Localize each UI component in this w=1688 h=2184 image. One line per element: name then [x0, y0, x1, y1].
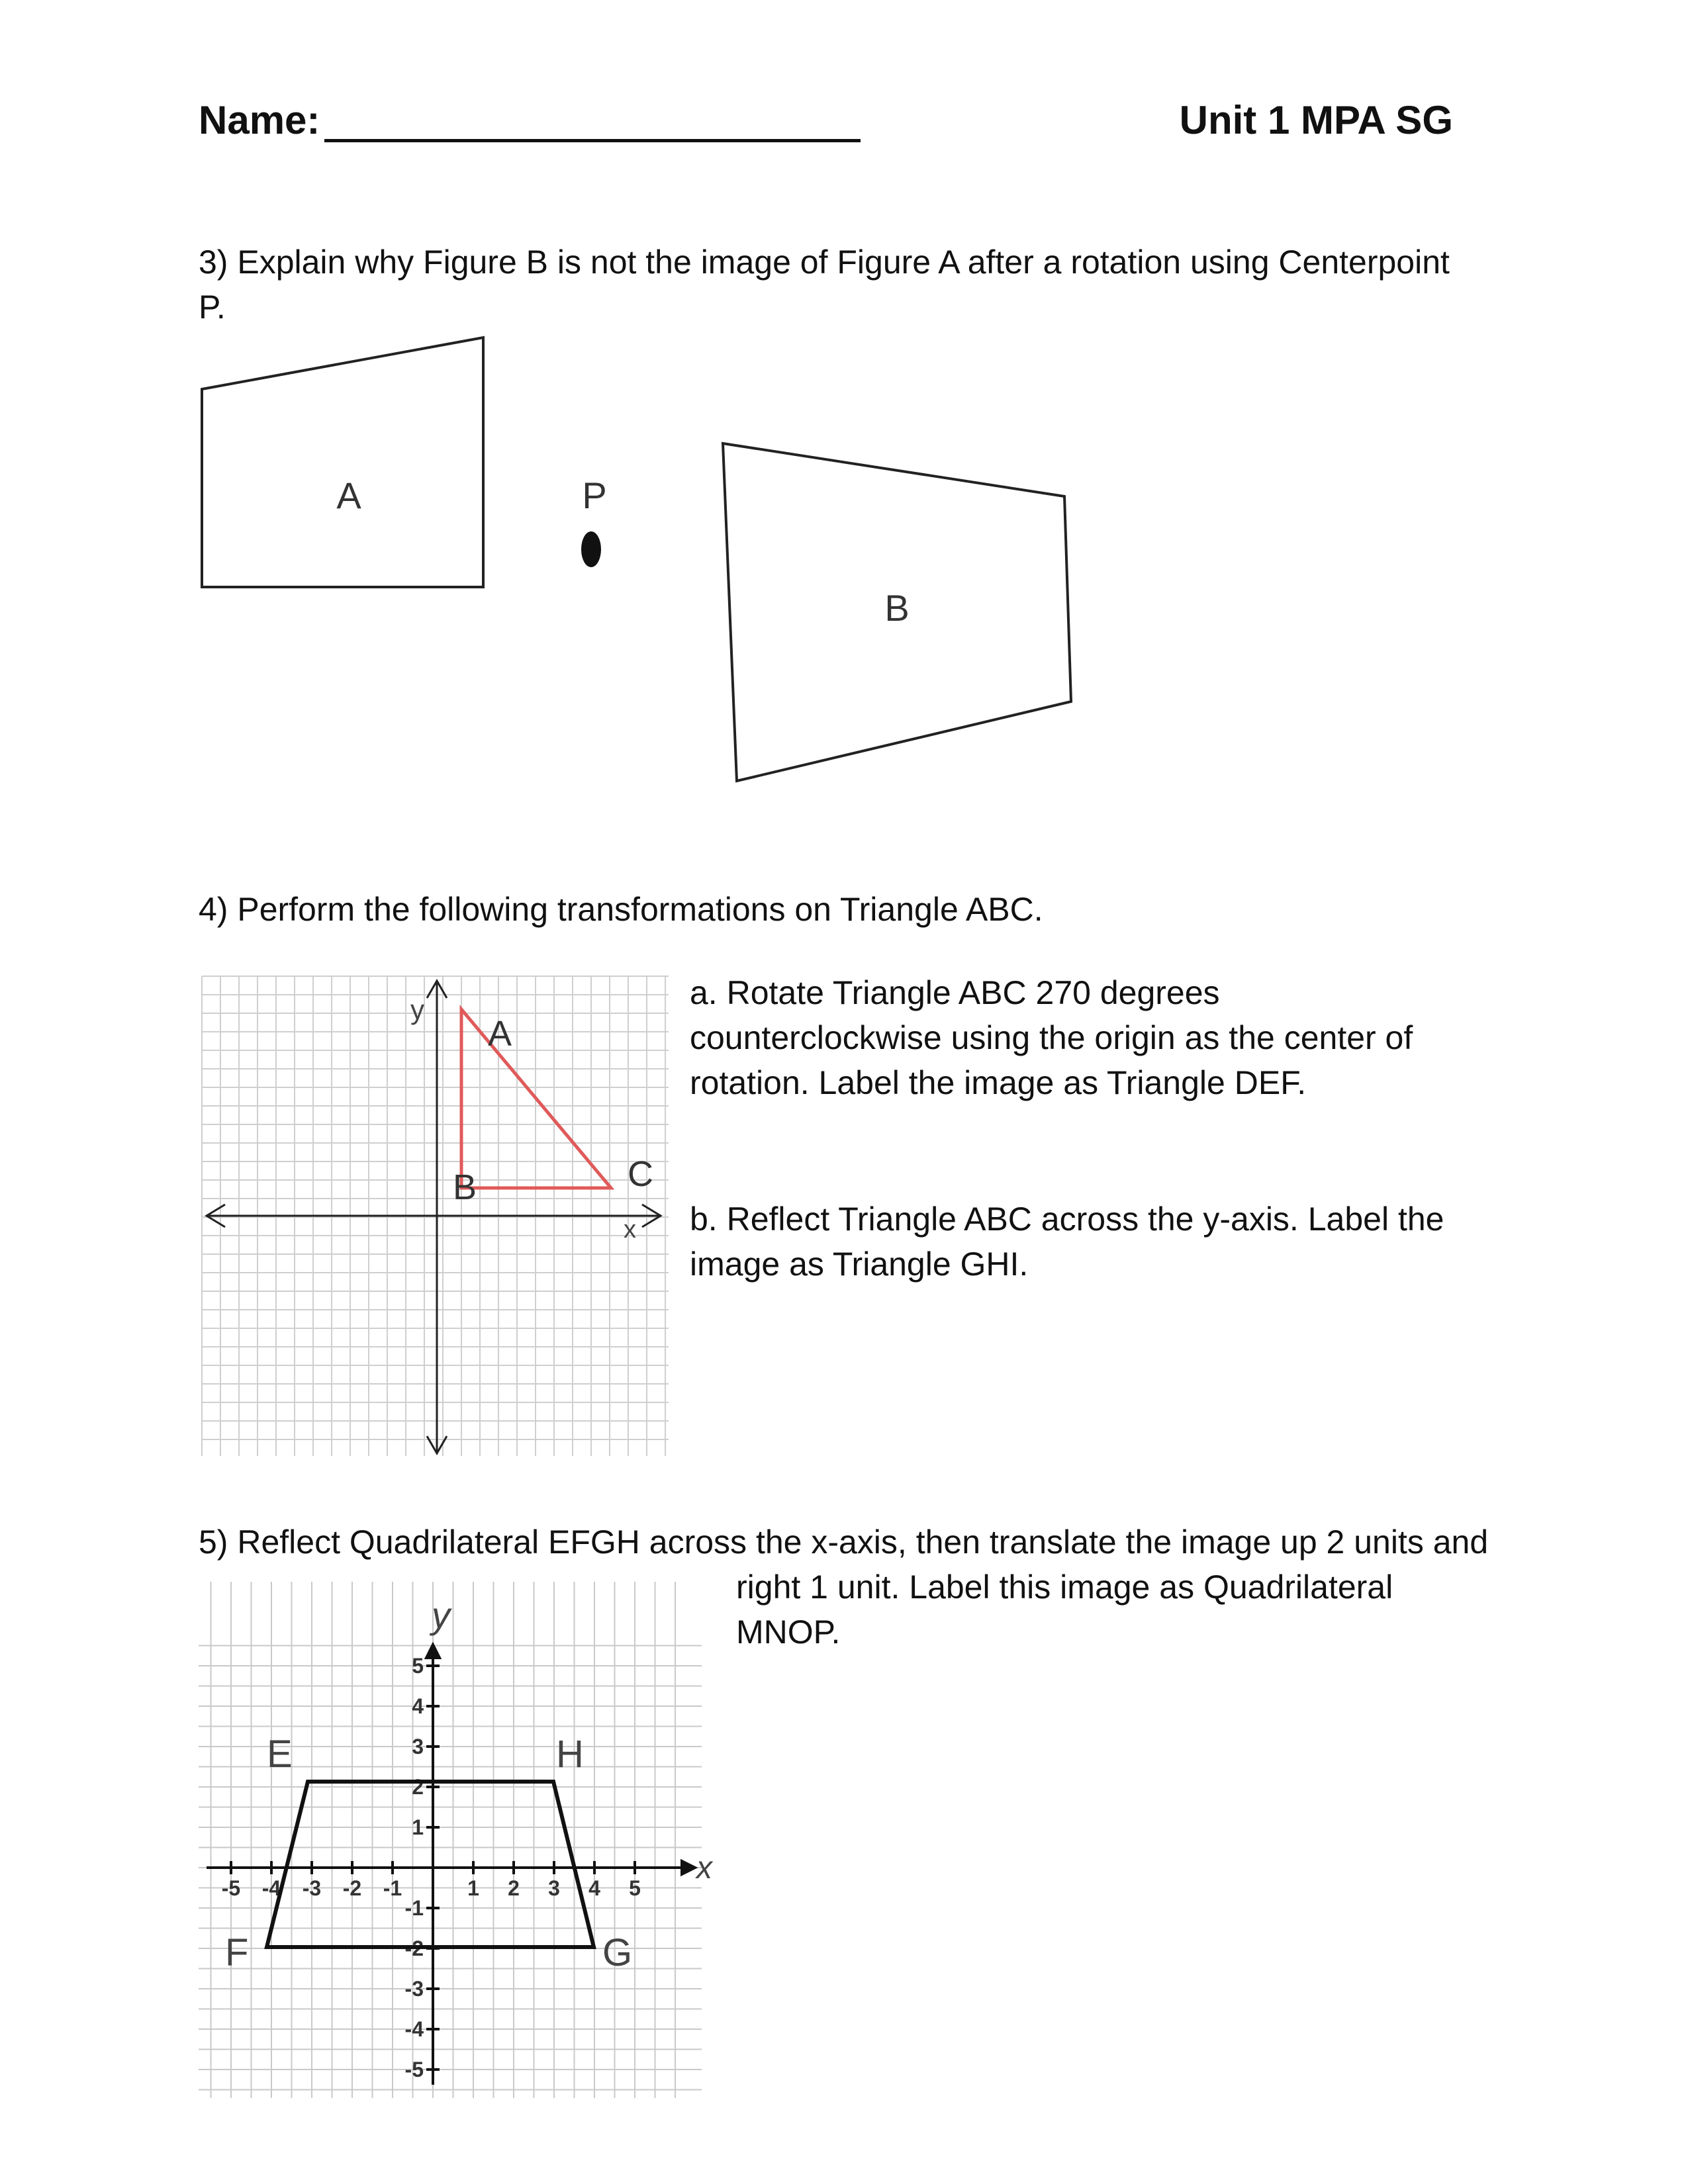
- q5-x-tick-label: 2: [508, 1876, 520, 1900]
- q5-prompt-line3: MNOP.: [736, 1614, 841, 1651]
- q5-gridlines: [199, 1582, 702, 2105]
- q5-coordinate-grid: [199, 1575, 728, 2105]
- q5-y-tick-label: 3: [412, 1735, 424, 1758]
- q4-part-b-line1: b. Reflect Triangle ABC across the y-axis. Label the: [690, 1201, 1444, 1238]
- q5-y-tick-label: 4: [412, 1694, 424, 1718]
- q4-part-a-line3: rotation. Label the image as Triangle DEF.: [690, 1064, 1307, 1101]
- q5-prompt-line1: 5) Reflect Quadrilateral EFGH across the x-axis, then translate the image up 2 units and: [199, 1524, 1489, 1561]
- q4-x-axis-label: x: [624, 1216, 636, 1244]
- q5-x-tick-label: -1: [383, 1876, 402, 1900]
- q4-coordinate-grid: [199, 973, 675, 1463]
- q4-part-a-line2: counterclockwise using the origin as the center of: [690, 1019, 1413, 1056]
- vertex-h-label: H: [556, 1733, 584, 1776]
- q5-y-tick-label: 5: [412, 1654, 424, 1678]
- q5-y-tick-label: -1: [404, 1896, 424, 1920]
- vertex-g-label: G: [602, 1931, 633, 1974]
- q3-prompt-line1: 3) Explain why Figure B is not the image of Figure A after a rotation using Centerpoint: [199, 244, 1450, 281]
- vertex-c-label: C: [628, 1154, 653, 1194]
- q5-prompt-line2: right 1 unit. Label this image as Quadrilateral: [736, 1569, 1393, 1606]
- center-point-label: P: [582, 475, 607, 516]
- figure-b-label: B: [884, 587, 910, 629]
- q5-y-tick-label: 1: [412, 1815, 424, 1839]
- q5-y-tick-label: -2: [404, 1936, 424, 1960]
- q5-y-axis-label: y: [432, 1594, 450, 1636]
- q4-part-a: [690, 970, 1413, 1105]
- q5-x-tick-label: 5: [629, 1876, 641, 1900]
- vertex-e-label: E: [267, 1733, 293, 1776]
- q4-y-axis-label: y: [410, 994, 424, 1025]
- q3-prompt-line2: P.: [199, 289, 226, 326]
- figure-a: [202, 338, 483, 587]
- q5-x-tick-label: 1: [467, 1876, 479, 1900]
- q4-part-a-line1: a. Rotate Triangle ABC 270 degrees: [690, 974, 1220, 1011]
- name-label: Name:: [199, 98, 320, 142]
- unit-title: Unit 1 MPA SG: [1179, 98, 1453, 142]
- figure-a-label: A: [336, 475, 361, 516]
- vertex-a-label: A: [488, 1014, 512, 1054]
- q5-y-tick-label: -5: [404, 2058, 424, 2081]
- q5-y-tick-label: -3: [404, 1977, 424, 2001]
- vertex-b-label: B: [453, 1167, 477, 1207]
- q5-axes: [207, 1645, 695, 2085]
- q4-part-b: [690, 1197, 1444, 1287]
- q5-x-tick-label: 4: [588, 1876, 600, 1900]
- q5-x-tick-label: -5: [221, 1876, 241, 1900]
- q5-x-tick-label: -4: [261, 1876, 281, 1900]
- q5-y-tick-label: -4: [404, 2017, 424, 2041]
- q5-x-tick-label: -3: [302, 1876, 322, 1900]
- q5-x-tick-label: -2: [342, 1876, 362, 1900]
- q5-y-tick-label: 2: [412, 1775, 424, 1799]
- q4-prompt: 4) Perform the following transformations on Triangle ABC.: [199, 891, 1043, 928]
- q3-figures: [0, 0, 1688, 827]
- q5-x-tick-label: 3: [548, 1876, 560, 1900]
- q4-part-b-line2: image as Triangle GHI.: [690, 1246, 1029, 1283]
- q5-x-axis-label: x: [696, 1850, 712, 1886]
- vertex-f-label: F: [225, 1931, 249, 1974]
- center-point-p: [581, 531, 601, 567]
